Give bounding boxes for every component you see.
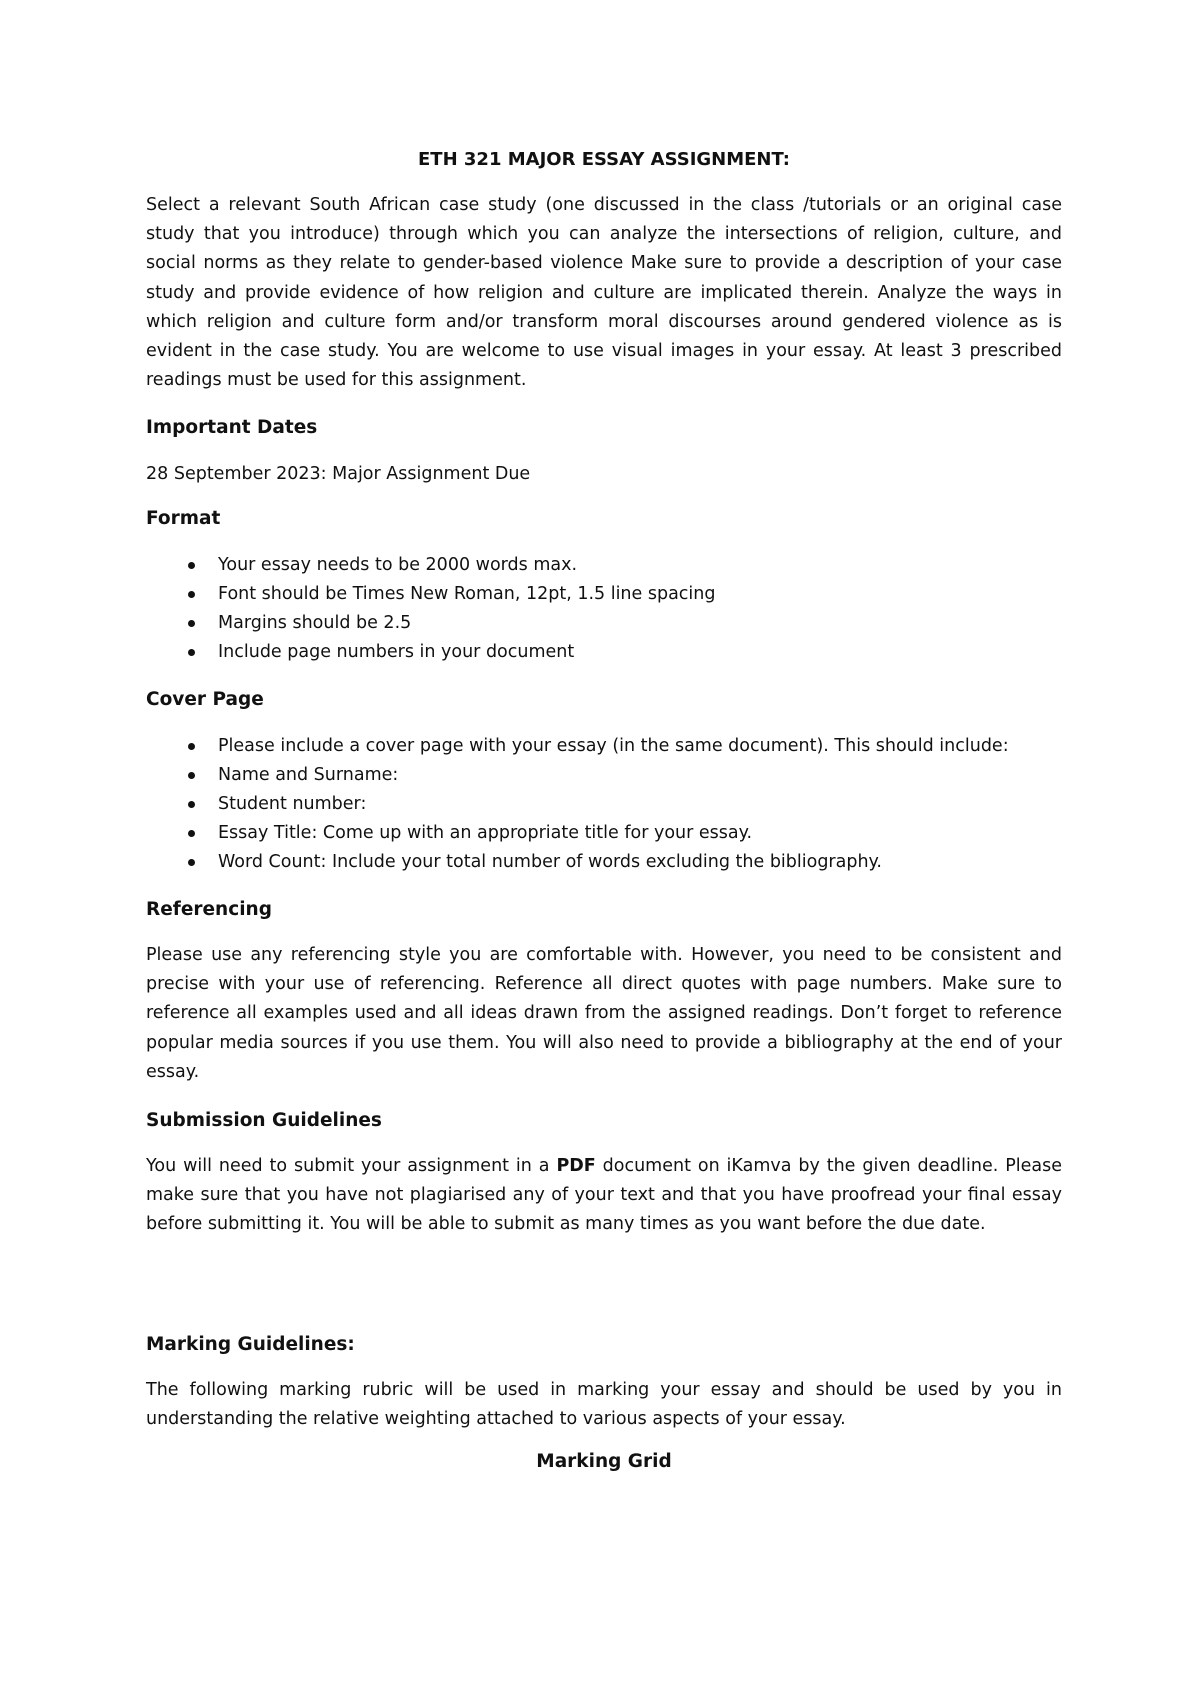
important-dates-text: 28 September 2023: Major Assignment Due [146, 464, 531, 484]
bullet-icon [188, 743, 195, 750]
format-heading: Format [146, 508, 221, 529]
marking-grid-title: Marking Grid [536, 1451, 672, 1472]
bullet-icon [188, 772, 195, 779]
bullet-icon [188, 620, 195, 627]
format-list [146, 551, 1062, 667]
referencing-heading: Referencing [146, 899, 272, 920]
bullet-icon [188, 859, 195, 866]
referencing-paragraph: Please use any referencing style you are comfortable with. However, you need to be consistent and precise with your use of referencing. Reference all direct quotes with page numbers. Make sure to reference all examples used and all ideas drawn from the assigned readings. Don’t forget to reference popular media sources if you use them. You will also need to provide a bibliography at the end of your essay. [146, 945, 1062, 1082]
cover-page-heading: Cover Page [146, 689, 264, 710]
intro-paragraph: Select a relevant South African case study (one discussed in the class /tutorials or an original case study that you introduce) through which you can analyze the intersections of religion, culture, and social norms as they relate to gender-based violence Make sure to provide a description of your case study and provide evidence of how religion and culture are implicated therein. Analyze the ways in which religion and culture form and/or transform moral discourses around gendered violence as is evident in the case study. You are welcome to use visual images in your essay. At least 3 prescribed readings must be used for this assignment. [146, 195, 1062, 391]
bullet-icon [188, 649, 195, 656]
list-item: Please include a cover page with your essay (in the same document). This should include: [146, 732, 1062, 761]
important-dates-heading: Important Dates [146, 417, 318, 438]
list-item: Essay Title: Come up with an appropriate title for your essay. [146, 819, 1062, 848]
list-item: Your essay needs to be 2000 words max. [146, 551, 1062, 580]
cover-page-list [146, 732, 1062, 877]
bullet-icon [188, 801, 195, 808]
list-item: Include page numbers in your document [146, 638, 1062, 667]
list-item: Word Count: Include your total number of words excluding the bibliography. [146, 848, 1062, 877]
bullet-icon [188, 830, 195, 837]
pdf-emphasis: PDF [556, 1156, 596, 1176]
marking-paragraph: The following marking rubric will be used in marking your essay and should be used by you in understanding the relative weighting attached to various aspects of your essay. [146, 1380, 1062, 1430]
submission-heading: Submission Guidelines [146, 1110, 382, 1131]
submission-paragraph: You will need to submit your assignment in a PDF document on iKamva by the given deadline. Please make sure that you have not plagiarised any of your text and that you have proofread your final essay before submitting it. You will be able to submit as many times as you want before the due date. [146, 1156, 1062, 1235]
document-title: ETH 321 MAJOR ESSAY ASSIGNMENT: [418, 149, 790, 170]
bullet-icon [188, 562, 195, 569]
list-item: Font should be Times New Roman, 12pt, 1.5 line spacing [146, 580, 1062, 609]
list-item: Student number: [146, 790, 1062, 819]
list-item: Name and Surname: [146, 761, 1062, 790]
list-item: Margins should be 2.5 [146, 609, 1062, 638]
bullet-icon [188, 591, 195, 598]
document-page [146, 0, 1062, 1696]
marking-heading: Marking Guidelines: [146, 1334, 355, 1355]
